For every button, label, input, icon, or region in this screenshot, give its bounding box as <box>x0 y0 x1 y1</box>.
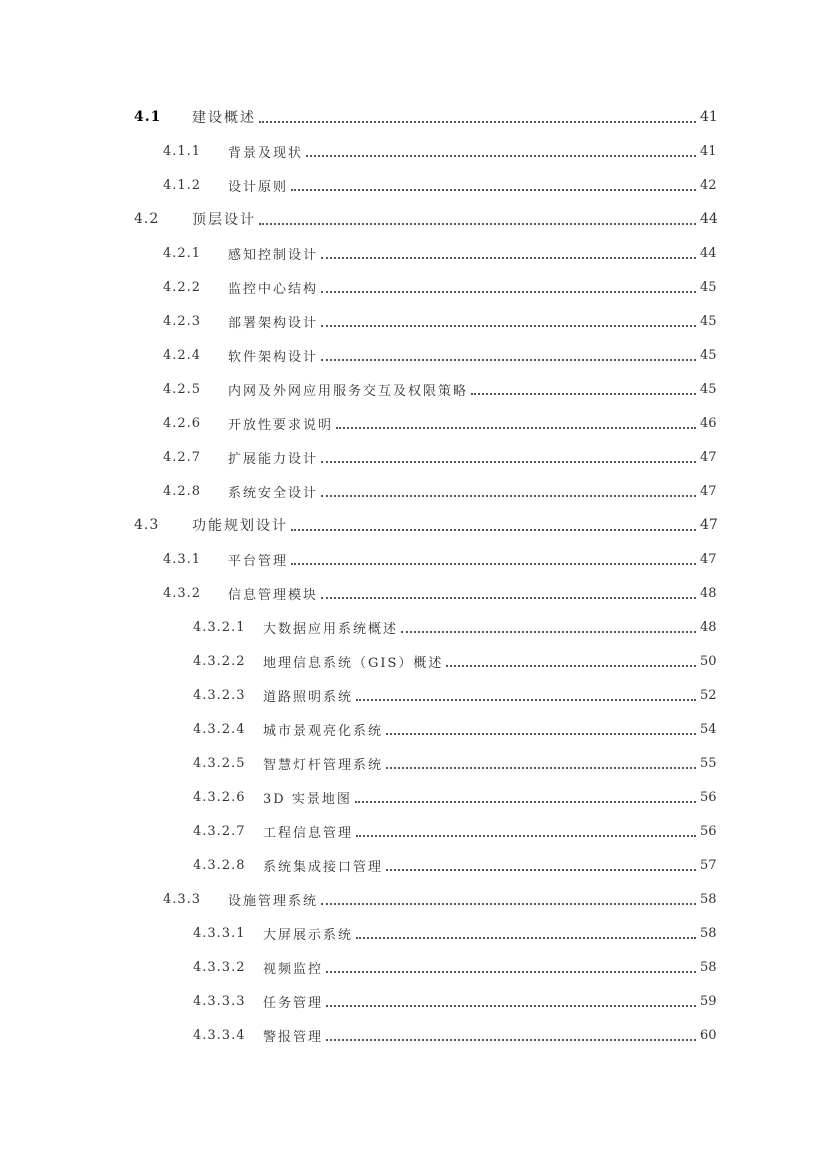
toc-page-number: 44 <box>700 211 718 227</box>
table-of-contents <box>0 100 827 1052</box>
toc-entry[interactable] <box>0 236 827 270</box>
toc-number: 4.3.2.3 <box>193 687 246 703</box>
toc-entry[interactable] <box>0 100 827 134</box>
toc-number: 4.3.2 <box>163 585 202 601</box>
toc-page-number: 47 <box>700 551 717 567</box>
toc-entry[interactable] <box>0 134 827 168</box>
toc-number: 4.3.3.3 <box>193 993 246 1009</box>
toc-leader <box>356 699 696 701</box>
toc-number: 4.3.3.2 <box>193 959 246 975</box>
toc-title: 设计原则 <box>228 179 289 195</box>
toc-leader <box>386 733 696 735</box>
toc-leader <box>401 631 696 633</box>
toc-entry[interactable] <box>0 984 827 1018</box>
toc-number: 4.3.2.7 <box>193 823 246 839</box>
toc-title: 系统安全设计 <box>228 485 319 501</box>
toc-entry[interactable] <box>0 202 827 236</box>
toc-title: 平台管理 <box>228 553 289 569</box>
toc-number: 4.2.5 <box>163 381 202 397</box>
toc-title: 城市景观亮化系统 <box>263 723 384 739</box>
toc-entry[interactable] <box>0 338 827 372</box>
toc-title: 3D 实景地图 <box>263 791 352 807</box>
toc-leader <box>306 155 696 157</box>
toc-leader <box>321 461 696 463</box>
toc-page-number: 47 <box>700 517 718 533</box>
toc-entry[interactable] <box>0 950 827 984</box>
toc-entry[interactable] <box>0 406 827 440</box>
toc-entry[interactable] <box>0 712 827 746</box>
toc-title: 大数据应用系统概述 <box>263 621 399 637</box>
toc-title: 部署架构设计 <box>228 315 319 331</box>
toc-page-number: 41 <box>700 143 717 159</box>
toc-entry[interactable] <box>0 1018 827 1052</box>
toc-page-number: 47 <box>700 483 717 499</box>
toc-page-number: 41 <box>700 109 718 125</box>
toc-entry[interactable] <box>0 848 827 882</box>
toc-title: 地理信息系统（GIS）概述 <box>263 655 444 671</box>
toc-number: 4.1.2 <box>163 177 202 193</box>
toc-leader <box>326 1005 696 1007</box>
toc-leader <box>326 971 696 973</box>
toc-title: 警报管理 <box>263 1029 324 1045</box>
toc-page-number: 52 <box>700 687 717 703</box>
toc-entry[interactable] <box>0 542 827 576</box>
toc-page-number: 45 <box>700 313 717 329</box>
toc-number: 4.1.1 <box>163 143 202 159</box>
toc-number: 4.2.6 <box>163 415 202 431</box>
toc-entry[interactable] <box>0 610 827 644</box>
toc-page-number: 55 <box>700 755 717 771</box>
toc-leader <box>356 835 696 837</box>
toc-leader <box>471 393 696 395</box>
toc-title: 监控中心结构 <box>228 281 319 297</box>
toc-page-number: 47 <box>700 449 717 465</box>
toc-page-number: 60 <box>700 1027 717 1043</box>
toc-page-number: 56 <box>700 789 717 805</box>
toc-number: 4.3.3.1 <box>193 925 246 941</box>
toc-page-number: 48 <box>700 585 717 601</box>
toc-page-number: 59 <box>700 993 717 1009</box>
toc-number: 4.3.3.4 <box>193 1027 246 1043</box>
toc-title: 建设概述 <box>192 110 256 126</box>
toc-page-number: 58 <box>700 959 717 975</box>
toc-leader <box>356 937 696 939</box>
toc-leader <box>259 223 696 225</box>
toc-leader <box>355 801 696 803</box>
toc-page-number: 54 <box>700 721 717 737</box>
toc-leader <box>291 563 696 565</box>
toc-number: 4.3.3 <box>163 891 202 907</box>
toc-title: 系统集成接口管理 <box>263 859 384 875</box>
toc-entry[interactable] <box>0 882 827 916</box>
toc-number: 4.1 <box>134 109 162 125</box>
toc-entry[interactable] <box>0 474 827 508</box>
toc-number: 4.3.2.6 <box>193 789 246 805</box>
toc-entry[interactable] <box>0 576 827 610</box>
toc-number: 4.2.1 <box>163 245 202 261</box>
toc-title: 扩展能力设计 <box>228 451 319 467</box>
toc-title: 背景及现状 <box>228 145 304 161</box>
toc-title: 信息管理模块 <box>228 587 319 603</box>
toc-title: 设施管理系统 <box>228 893 319 909</box>
toc-entry[interactable] <box>0 746 827 780</box>
toc-leader <box>321 359 696 361</box>
toc-number: 4.3.1 <box>163 551 202 567</box>
toc-leader <box>291 189 696 191</box>
toc-title: 工程信息管理 <box>263 825 354 841</box>
toc-entry[interactable] <box>0 270 827 304</box>
toc-number: 4.3.2.5 <box>193 755 246 771</box>
toc-number: 4.2.8 <box>163 483 202 499</box>
toc-leader <box>259 121 696 123</box>
toc-title: 感知控制设计 <box>228 247 319 263</box>
toc-page-number: 50 <box>700 653 717 669</box>
toc-leader <box>326 1039 696 1041</box>
toc-entry[interactable] <box>0 168 827 202</box>
toc-entry[interactable] <box>0 678 827 712</box>
toc-entry[interactable] <box>0 644 827 678</box>
toc-page-number: 45 <box>700 381 717 397</box>
toc-title: 任务管理 <box>263 995 324 1011</box>
toc-page-number: 58 <box>700 891 717 907</box>
toc-leader <box>386 869 696 871</box>
toc-page-number: 42 <box>700 177 717 193</box>
toc-title: 道路照明系统 <box>263 689 354 705</box>
toc-number: 4.3.2.4 <box>193 721 246 737</box>
toc-leader <box>321 325 696 327</box>
toc-title: 顶层设计 <box>192 212 256 228</box>
toc-page-number: 46 <box>700 415 717 431</box>
toc-number: 4.3.2.2 <box>193 653 246 669</box>
toc-page-number: 44 <box>700 245 717 261</box>
toc-leader <box>321 597 696 599</box>
toc-entry[interactable] <box>0 916 827 950</box>
toc-title: 大屏展示系统 <box>263 927 354 943</box>
toc-entry[interactable] <box>0 508 827 542</box>
toc-number: 4.2.7 <box>163 449 202 465</box>
toc-leader <box>386 767 696 769</box>
toc-page-number: 45 <box>700 279 717 295</box>
toc-number: 4.3 <box>134 517 160 533</box>
toc-entry[interactable] <box>0 814 827 848</box>
toc-title: 视频监控 <box>263 961 324 977</box>
toc-number: 4.2 <box>134 211 160 227</box>
toc-number: 4.2.2 <box>163 279 202 295</box>
toc-page-number: 48 <box>700 619 717 635</box>
toc-entry[interactable] <box>0 304 827 338</box>
toc-leader <box>321 903 696 905</box>
toc-page-number: 45 <box>700 347 717 363</box>
toc-leader <box>321 291 696 293</box>
toc-leader <box>446 665 696 667</box>
toc-title: 功能规划设计 <box>192 518 288 534</box>
toc-title: 开放性要求说明 <box>228 417 334 433</box>
toc-page-number: 58 <box>700 925 717 941</box>
toc-page-number: 56 <box>700 823 717 839</box>
toc-title: 软件架构设计 <box>228 349 319 365</box>
toc-leader <box>336 427 696 429</box>
toc-number: 4.3.2.1 <box>193 619 246 635</box>
toc-leader <box>291 529 696 531</box>
toc-title: 内网及外网应用服务交互及权限策略 <box>228 383 469 399</box>
toc-leader <box>321 257 696 259</box>
toc-number: 4.2.3 <box>163 313 202 329</box>
toc-number: 4.3.2.8 <box>193 857 246 873</box>
toc-leader <box>321 495 696 497</box>
toc-number: 4.2.4 <box>163 347 202 363</box>
toc-entry[interactable] <box>0 440 827 474</box>
toc-title: 智慧灯杆管理系统 <box>263 757 384 773</box>
toc-page-number: 57 <box>700 857 717 873</box>
toc-entry[interactable] <box>0 372 827 406</box>
toc-entry[interactable] <box>0 780 827 814</box>
